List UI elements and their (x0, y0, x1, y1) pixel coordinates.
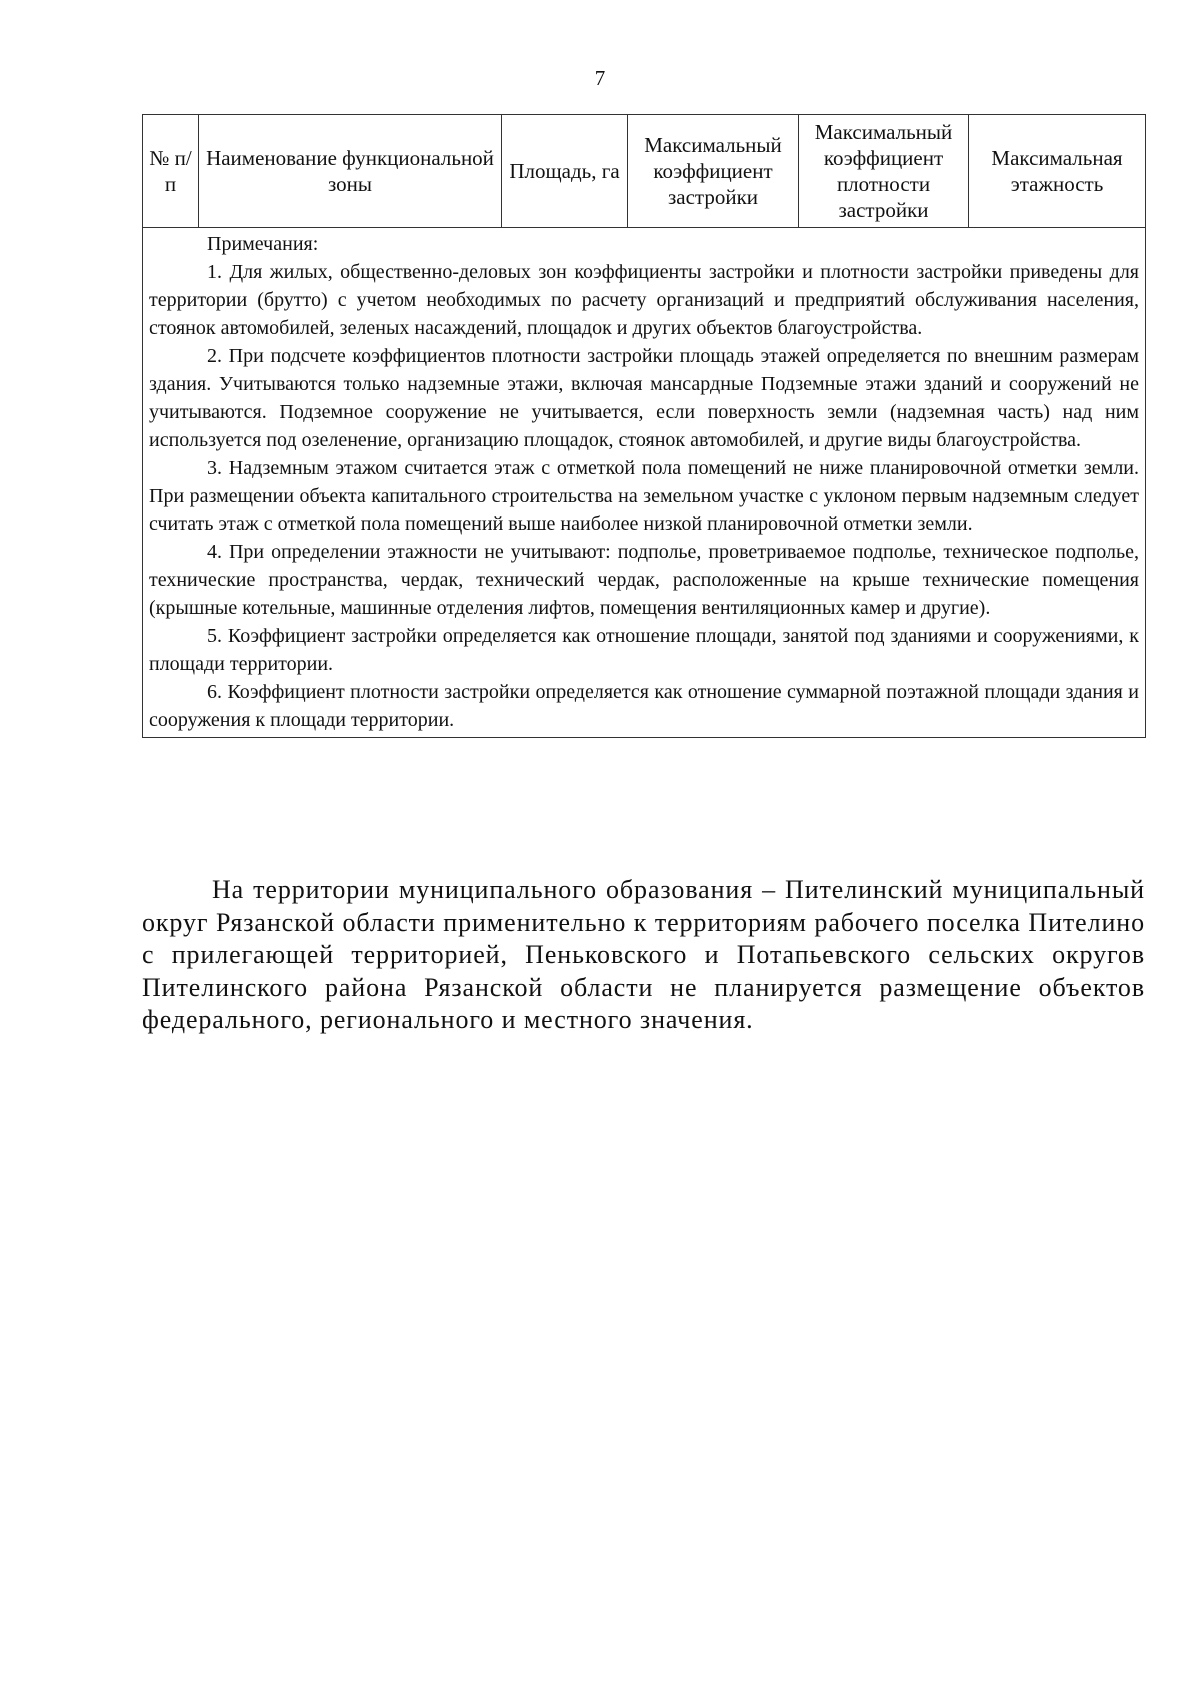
note-item-6: 6. Коэффициент плотности застройки определяется как отношение суммарной поэтажной площади здания и сооружения к площади территории. (149, 681, 1139, 731)
note-item-5: 5. Коэффициент застройки определяется как отношение площади, занятой под зданиями и сооружениями, к площади территории. (149, 625, 1139, 675)
table-notes-row (143, 228, 1146, 738)
body-paragraph: На территории муниципального образования – Пителинский муниципальный округ Рязанской области применительно к территориям рабочего поселка Пителино с прилегающей территорией, Пеньковского и Потапьевского сельских округов Пителинского района Рязанской области не планируется размещение объектов федерального, регионального и местного значения. (142, 875, 1145, 1034)
header-zone-name: Наименование функциональной зоны (199, 115, 502, 228)
header-max-coverage: Максимальный коэффициент застройки (628, 115, 799, 228)
table-header-row (143, 115, 1146, 228)
notes-title: Примечания: (207, 233, 319, 255)
header-area: Площадь, га (502, 115, 628, 228)
notes-cell (143, 228, 1146, 738)
header-max-floors: Максимальная этажность (969, 115, 1146, 228)
header-max-density: Максимальный коэффициент плотности застройки (799, 115, 969, 228)
note-item-3: 3. Надземным этажом считается этаж с отметкой пола помещений не ниже планировочной отметки земли. При размещении объекта капитального строительства на земельном участке с уклоном первым надземным следует считать этаж с отметкой пола помещений выше наиболее низкой планировочной отметки земли. (149, 457, 1139, 535)
note-item-1: 1. Для жилых, общественно-деловых зон коэффициенты застройки и плотности застройки приведены для территории (брутто) с учетом необходимых по расчету организаций и предприятий обслуживания населения, стоянок автомобилей, зеленых насаждений, площадок и других объектов благоустройства. (149, 261, 1139, 339)
note-item-2: 2. При подсчете коэффициентов плотности застройки площадь этажей определяется по внешним размерам здания. Учитываются только надземные этажи, включая мансардные Подземные этажи зданий и сооружений не учитываются. Подземное сооружение не учитывается, если поверхность земли (надземная часть) над ним используется под озеленение, организацию площадок, стоянок автомобилей, и другие виды благоустройства. (149, 345, 1139, 451)
functional-zones-table (142, 114, 1146, 738)
page-number: 7 (594, 66, 606, 90)
note-item-4: 4. При определении этажности не учитывают: подполье, проветриваемое подполье, техническое подполье, технические пространства, чердак, технический чердак, расположенные на крыше технические помещения (крышные котельные, машинные отделения лифтов, помещения вентиляционных камер и другие). (149, 541, 1139, 619)
header-number: № п/п (143, 115, 199, 228)
